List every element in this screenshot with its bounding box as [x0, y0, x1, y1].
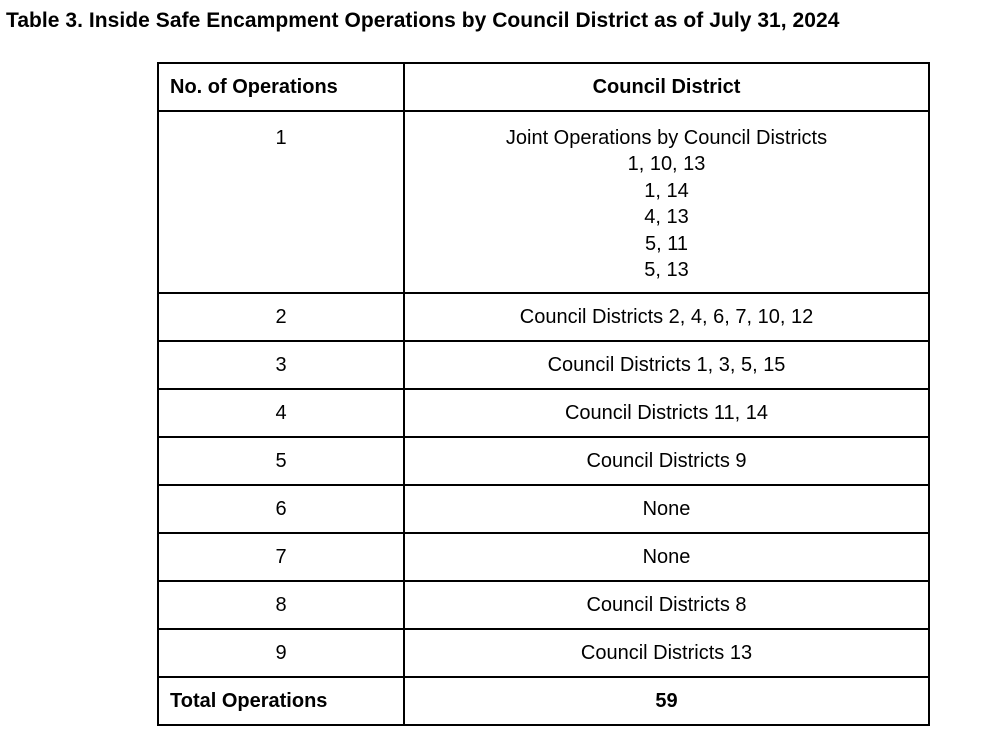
table-row [158, 629, 929, 677]
district-group: 5, 13 [644, 259, 689, 282]
operations-table [157, 62, 930, 726]
district-group: 1, 14 [644, 179, 689, 202]
council-district-cell [404, 111, 929, 293]
total-operations-label: Total Operations [158, 677, 404, 725]
header-no-of-operations: No. of Operations [158, 63, 404, 111]
table-row [158, 437, 929, 485]
council-district-cell: Council Districts 13 [404, 629, 929, 677]
table-row [158, 581, 929, 629]
total-row [158, 677, 929, 725]
council-district-cell: None [404, 485, 929, 533]
table-row [158, 485, 929, 533]
council-district-cell: None [404, 533, 929, 581]
operation-number: 6 [158, 485, 404, 533]
operation-number: 3 [158, 341, 404, 389]
table-row [158, 533, 929, 581]
district-group: 4, 13 [644, 206, 689, 229]
table-row [158, 293, 929, 341]
total-operations-value: 59 [404, 677, 929, 725]
district-group: 1, 10, 13 [627, 153, 706, 176]
district-group: 5, 11 [645, 232, 688, 255]
operation-number: 8 [158, 581, 404, 629]
operation-number: 5 [158, 437, 404, 485]
council-district-cell: Council Districts 9 [404, 437, 929, 485]
operation-number: 1 [158, 111, 404, 293]
header-council-district: Council District [404, 63, 929, 111]
operation-number: 4 [158, 389, 404, 437]
joint-operations-label: Joint Operations by Council Districts [505, 127, 828, 149]
council-district-cell: Council Districts 11, 14 [404, 389, 929, 437]
table-title: Table 3. Inside Safe Encampment Operations by Council District as of July 31, 2024 [6, 9, 840, 32]
table-row [158, 389, 929, 437]
council-district-cell: Council Districts 2, 4, 6, 7, 10, 12 [404, 293, 929, 341]
council-district-cell: Council Districts 1, 3, 5, 15 [404, 341, 929, 389]
operation-number: 2 [158, 293, 404, 341]
table-row [158, 341, 929, 389]
table-header-row [158, 63, 929, 111]
council-district-cell: Council Districts 8 [404, 581, 929, 629]
operation-number: 9 [158, 629, 404, 677]
operation-number: 7 [158, 533, 404, 581]
table-row [158, 111, 929, 293]
